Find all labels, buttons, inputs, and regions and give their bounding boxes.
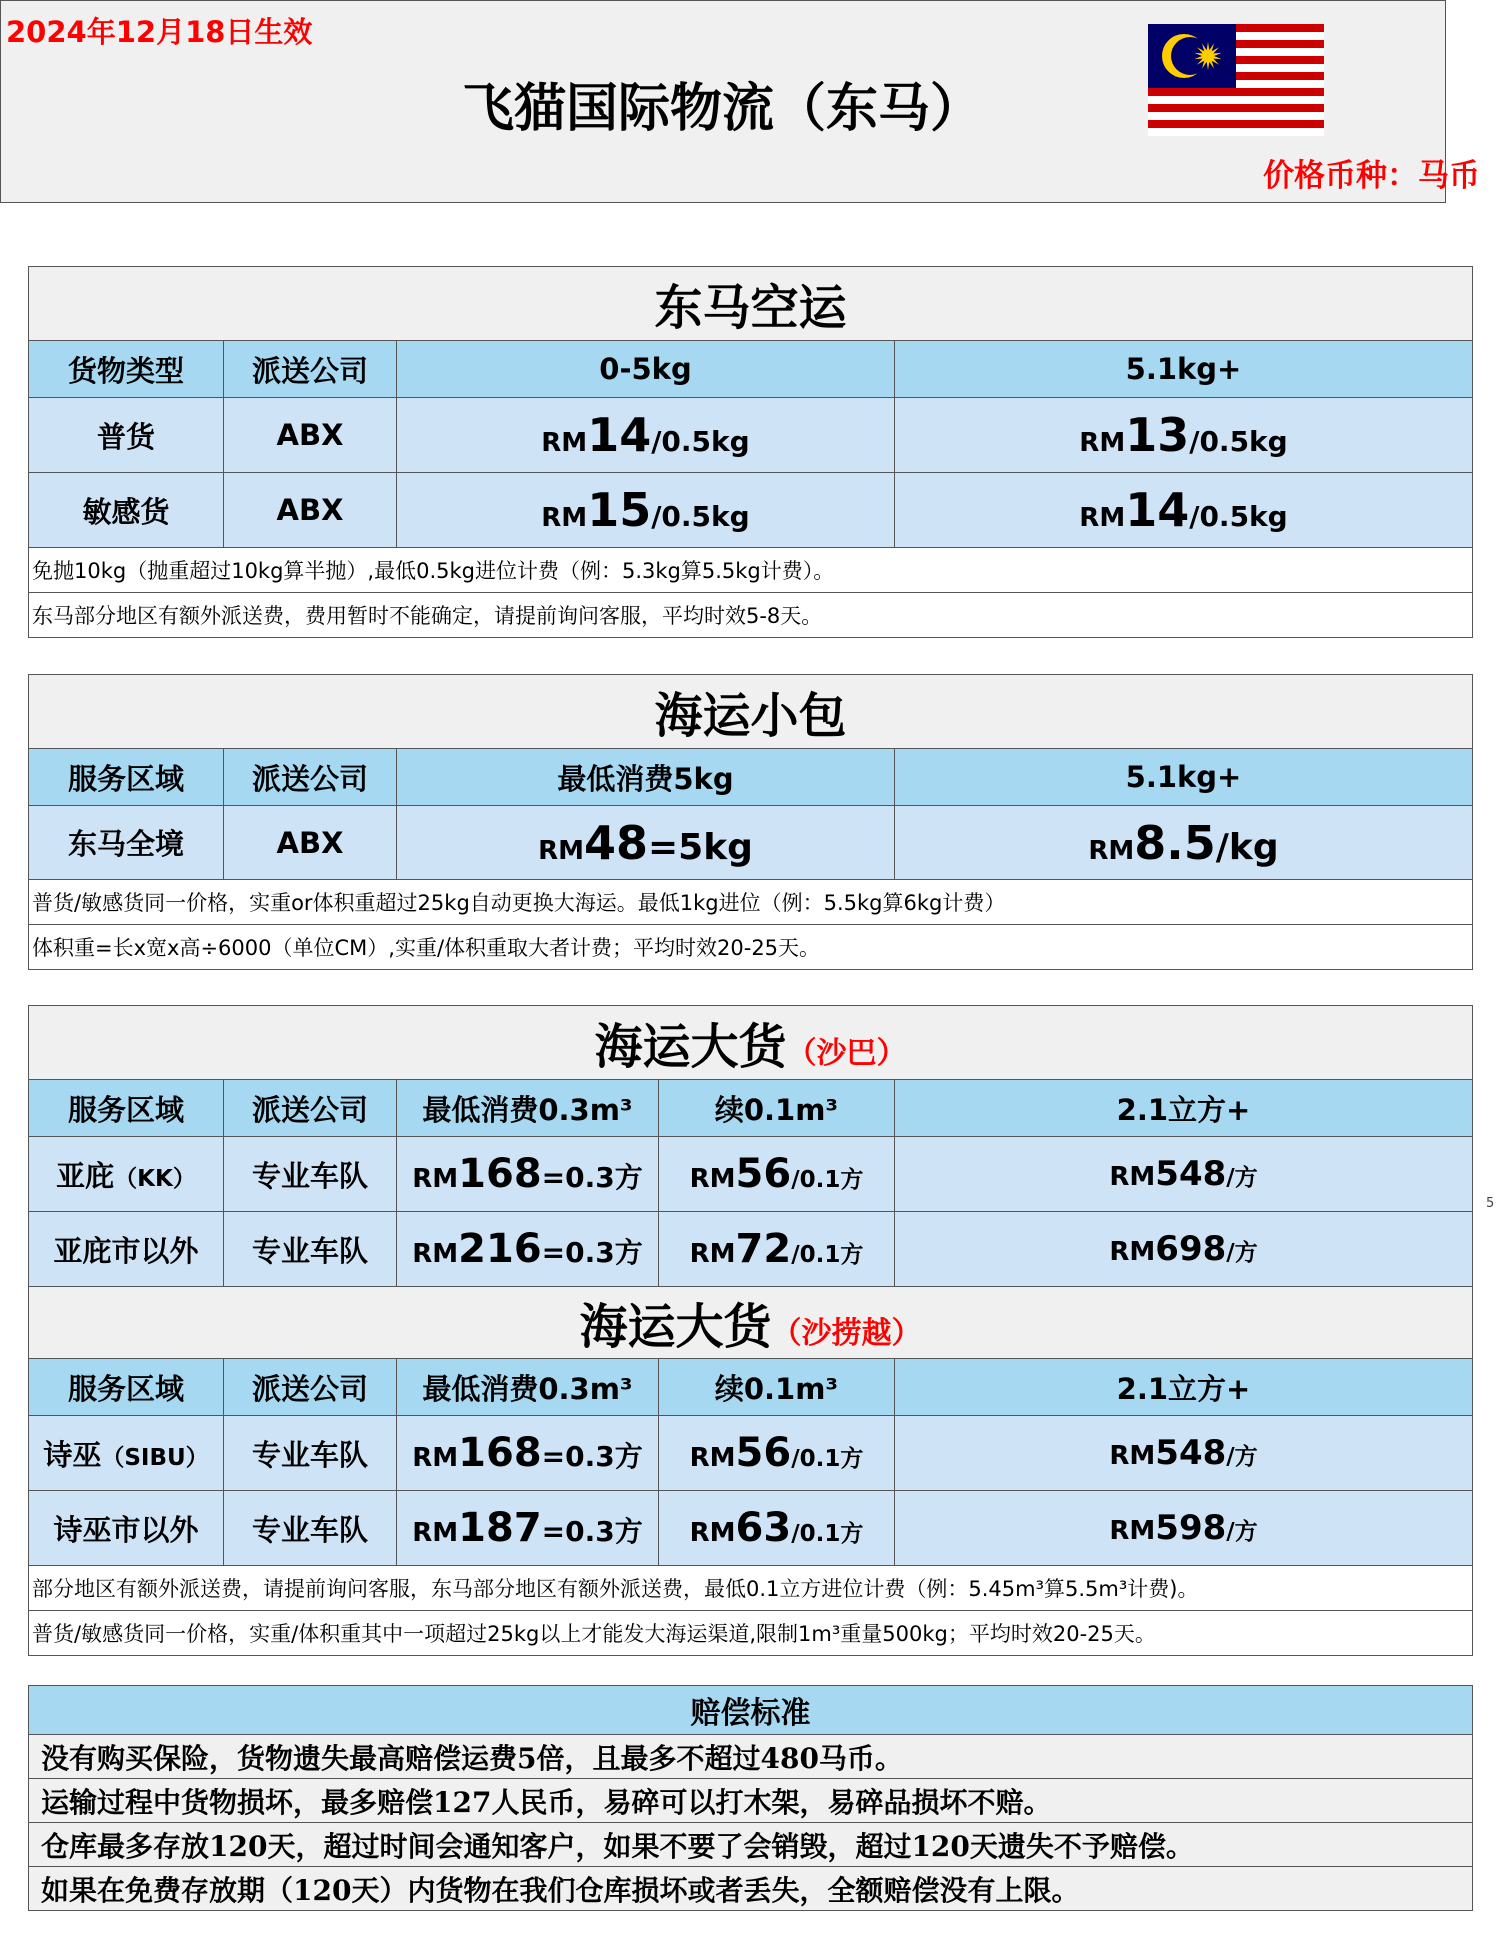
cargo-type: 敏感货 (29, 473, 224, 548)
section-title: 东马空运 (29, 267, 1473, 341)
price-5kg-plus: RM8.5/kg (895, 806, 1473, 880)
compensation-table (28, 1685, 1473, 1911)
col-header: 服务区域 (29, 1080, 224, 1137)
col-header: 派送公司 (224, 749, 397, 806)
col-header: 派送公司 (224, 1359, 397, 1416)
compensation-item: 仓库最多存放120天，超过时间会通知客户，如果不要了会销毁，超过120天遗失不予赔偿。 (29, 1823, 1473, 1867)
col-header: 最低消费0.3m³ (397, 1359, 659, 1416)
col-header: 派送公司 (224, 1080, 397, 1137)
company: 专业车队 (224, 1416, 397, 1491)
price-min: RM187=0.3方 (397, 1491, 659, 1566)
col-header: 最低消费5kg (397, 749, 895, 806)
section-title: 海运大货（沙巴） (29, 1006, 1473, 1080)
note: 免抛10kg（抛重超过10kg算半抛）,最低0.5kg进位计费（例：5.3kg算5.5kg计费）。 (29, 548, 1473, 593)
cargo-type: 普货 (29, 398, 224, 473)
col-header: 服务区域 (29, 1359, 224, 1416)
note: 东马部分地区有额外派送费，费用暂时不能确定，请提前询问客服，平均时效5-8天。 (29, 593, 1473, 638)
effective-date: 2024年12月18日生效 (6, 15, 313, 49)
price-0-5kg: RM14/0.5kg (397, 398, 895, 473)
table-row (29, 1137, 1473, 1212)
table-row (29, 1416, 1473, 1491)
company: ABX (224, 473, 397, 548)
price-big: RM548/方 (895, 1137, 1473, 1212)
price-big: RM548/方 (895, 1416, 1473, 1491)
col-header: 5.1kg+ (895, 749, 1473, 806)
region: 诗巫（SIBU） (29, 1416, 224, 1491)
section-title: 赔偿标准 (29, 1686, 1473, 1735)
table-row (29, 473, 1473, 548)
table-row (29, 1491, 1473, 1566)
table-row (29, 1212, 1473, 1287)
col-header: 派送公司 (224, 341, 397, 398)
price-min: RM216=0.3方 (397, 1212, 659, 1287)
price-add: RM72/0.1方 (659, 1212, 895, 1287)
section-title: 海运小包 (29, 675, 1473, 749)
note: 体积重=长x宽x高÷6000（单位CM）,实重/体积重取大者计费；平均时效20-25天。 (29, 925, 1473, 970)
price-big: RM598/方 (895, 1491, 1473, 1566)
malaysia-flag-icon (1148, 24, 1324, 140)
note: 普货/敏感货同一价格，实重or体积重超过25kg自动更换大海运。最低1kg进位（例：5.5kg算6kg计费） (29, 880, 1473, 925)
section-title: 海运大货（沙捞越） (29, 1287, 1473, 1359)
company: ABX (224, 398, 397, 473)
price-min: RM168=0.3方 (397, 1416, 659, 1491)
page-title: 飞猫国际物流（东马） (461, 79, 982, 139)
region: 诗巫市以外 (29, 1491, 224, 1566)
region: 东马全境 (29, 806, 224, 880)
note: 部分地区有额外派送费，请提前询问客服，东马部分地区有额外派送费，最低0.1立方进位计费（例：5.45m³算5.5m³计费)。 (29, 1566, 1473, 1611)
col-header: 续0.1m³ (659, 1359, 895, 1416)
company: ABX (224, 806, 397, 880)
sea-big-table (28, 1005, 1473, 1656)
price-add: RM56/0.1方 (659, 1416, 895, 1491)
table-row (29, 398, 1473, 473)
header-box (0, 0, 1480, 203)
col-header: 服务区域 (29, 749, 224, 806)
table-row (29, 806, 1473, 880)
compensation-item: 运输过程中货物损坏，最多赔偿127人民币，易碎可以打木架，易碎品损坏不赔。 (29, 1779, 1473, 1823)
col-header: 续0.1m³ (659, 1080, 895, 1137)
currency-note: 价格币种：马币 (1263, 158, 1480, 194)
region: 亚庇（KK） (29, 1137, 224, 1212)
price-add: RM63/0.1方 (659, 1491, 895, 1566)
price-add: RM56/0.1方 (659, 1137, 895, 1212)
col-header: 货物类型 (29, 341, 224, 398)
note: 普货/敏感货同一价格，实重/体积重其中一项超过25kg以上才能发大海运渠道,限制1m³重量500kg；平均时效20-25天。 (29, 1611, 1473, 1656)
compensation-item: 没有购买保险，货物遗失最高赔偿运费5倍，且最多不超过480马币。 (29, 1735, 1473, 1779)
region: 亚庇市以外 (29, 1212, 224, 1287)
col-header: 0-5kg (397, 341, 895, 398)
col-header: 最低消费0.3m³ (397, 1080, 659, 1137)
air-freight-table (28, 266, 1473, 638)
price-min: RM168=0.3方 (397, 1137, 659, 1212)
price-min: RM48=5kg (397, 806, 895, 880)
price-0-5kg: RM15/0.5kg (397, 473, 895, 548)
company: 专业车队 (224, 1491, 397, 1566)
sea-small-table (28, 674, 1473, 970)
price-5kg-plus: RM14/0.5kg (895, 473, 1473, 548)
col-header: 2.1立方+ (895, 1359, 1473, 1416)
company: 专业车队 (224, 1137, 397, 1212)
col-header: 2.1立方+ (895, 1080, 1473, 1137)
page-number: 5 (1486, 1196, 1495, 1211)
company: 专业车队 (224, 1212, 397, 1287)
compensation-item: 如果在免费存放期（120天）内货物在我们仓库损坏或者丢失，全额赔偿没有上限。 (29, 1867, 1473, 1911)
price-5kg-plus: RM13/0.5kg (895, 398, 1473, 473)
price-big: RM698/方 (895, 1212, 1473, 1287)
col-header: 5.1kg+ (895, 341, 1473, 398)
